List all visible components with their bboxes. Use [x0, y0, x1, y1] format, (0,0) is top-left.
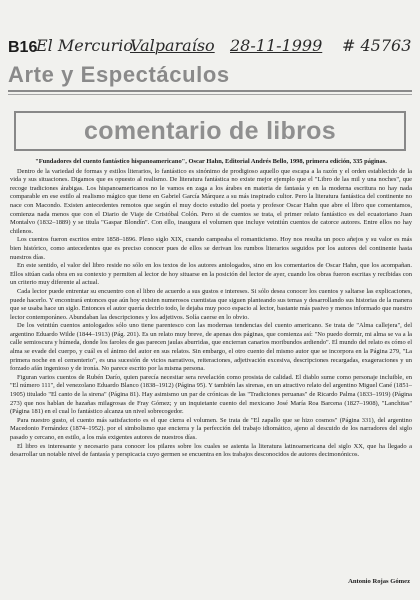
- clipping-header: [8, 36, 412, 60]
- handwritten-city: Valparaíso: [130, 36, 215, 55]
- section-rule-thin: [8, 94, 412, 95]
- section-rule: [8, 90, 412, 92]
- handwritten-code: # 45763: [342, 36, 412, 55]
- section-title: Arte y Espectáculos: [8, 62, 230, 87]
- paragraph: Los cuentos fueron escritos entre 1858–1896. Pleno siglo XIX, cuando campeaba el romanticismo. Hoy nos resulta un poco añejos y su valor es más bien histórico, como antecedentes que es preciso conocer pues de ellos se derivan los rumbos literarios seguidos por los autores del continente hasta nuestros días.: [10, 236, 412, 261]
- paragraph: En este sentido, el valor del libro reside no sólo en los textos de los autores antologados, sino en los comentarios de Oscar Hahn, que los acompañan. Ellos sitúan cada obra en su contexto y permiten al lector de hoy situarse en la posición del lector de ayer, cuando los obras fueron escritas y recibidas con un criterio muy diferente al actual.: [10, 262, 412, 287]
- paragraph: Cada lector puede entrentar su encuentro con el libro de acuerdo a sus gustos e intereses. Si sólo desea conocer los cuentos y saltarse las explicaciones, puede hacerlo. Y encontrará entonces que aún hoy existen numerosos cuentistas que siguen planteando sus temas y desarrollando sus historias de la manera que se usaba hace un siglo. Entonces el autor quería decirlo todo, le dejaba muy poco espacio al lector, bastante más pasivo y menos informado que nuestro lector contemporáneo. Abundaban las descripciones y los adjetivos. Solía caerse en lo obvio.: [10, 287, 412, 321]
- paragraph: Figuran varios cuentos de Rubén Darío, quien parecía necesitar sera revelación como prosista de calidad. El diablo sume como personaje incluible, en "El número 111", del venezolano Eduardo Blanco (1838–1912) (Página 95). Y también las sirenas, en un atractivo relato del argentino Miguel Cané (1851–1905) titulado "El canto de la sirena" (Página 81). Hay asimismo un par de crónicas de las "Tradiciones peruanas" de Ricardo Palma (1833–1919) (Página 273) que nos hablan de hazañas milagrosas de Fray Gómez; y un inquietante cuento del mexicano José María Roa Barcena (1827–1908), "Lanchitas" (Página 181) en el cual lo fantástico alcanza un nivel sobrecogedor.: [10, 373, 412, 416]
- page-number: B16: [8, 39, 38, 56]
- author-signature: Antonio Rojas Gómez: [348, 578, 410, 585]
- handwritten-newspaper-name: El Mercurio: [36, 36, 134, 55]
- paragraph: De los veintiún cuentos antologados sólo uno tiene parentesco con las modernas tendencias del cuento americano. Se trata de "Alma callejera", del argentino Eduardo Wilde (1844–1913) (Pág. 201). Es un relato muy breve, de apenas dos páginas, que comienza así: "No puedo dormir, mi alma se va a la calle semioscura y húmeda, donde los faroles de gas parecen jaulas aburridas, que encierran canarios moribundos ardiendo". El mundo del relato es cómo el alma se evade del cuerpo, y cuál es el ánimo del autor en sus relatos. Sin embargo, el otro cuento del mismo autor que se incorpora en la Página 279, "La primera noche en el cementerio", es una sucesión de vicios narrativos, reiteraciones, adjetivación excesiva, descripciones recargadas, exageraciones y un forzado afán ingenioso y de ironía. No parece escrito por la misma persona.: [10, 322, 412, 373]
- column-title-box: [14, 111, 406, 151]
- handwritten-date: 28-11-1999: [230, 36, 323, 55]
- article-body: [10, 158, 412, 570]
- column-title: comentario de libros: [84, 116, 336, 145]
- paragraph: El libro es interesante y necesario para conocer los pilares sobre los cuales se asienta la literatura latinoamericana del siglo XX, que ha llegado a desarrollar un notable nivel de fantasía y perspicacia cuyo germen se encuentra en los trabajos desconocidos de autores decimonónicos.: [10, 442, 412, 459]
- paragraph: Dentro de la variedad de formas y estilos literarios, lo fantástico es sinónimo de prodigioso aquello que escapa a la razón y el orden establecido de la vida y sus situaciones. Digamos que es opuesto al realismo. De literatura fantástica no existe mejor ejemplo que el "Libro de las mil y una noches", que recoge tradiciones árabigas. Los hispanoamericanos no le vamos en zaga a los árabes en materia de fantasía y en la moderna escritura no hay nada comparable en ese estilo al realismo mágico que tiene en Gabriel García Márquez a su más inspirado cultor. Pero la literatura fantástica del continente no nace con Macondo. Existen antecedentes remotos que según el muy docto estudio del poeta y profesor Oscar Hahn que abre el libro que comentamos, comienza nada menos que con el Diario de Viaje de Cristóbal Colón. Pero si de cuentos se trata, el primer relato fantástico es del ecuatoriano Juan Montalvo (1832–1889) y se titula "Gaspar Blondín". Con ello, inaugura el volumen que incluye veintiún cuentos de catorce autores. Entre ellos no hay chilenos.: [10, 167, 412, 235]
- paragraph: Para nuestro gusto, el cuento más satisfactorio es el que cierra el volumen. Se trata de "El zapallo que se hizo cosmos" (Página 331), del argentino Macedonio Fernández (1874–1952). por el simbolismo que encierra y la perfección del trabajo idiomático, ajeno al descuido de los narradores del siglo pasado y cercano, en estilo, a los más exigentes autores de nuestros días.: [10, 416, 412, 441]
- book-reference: "Fundadores del cuento fantástico hispanoamericano", Oscar Hahn, Editorial Andrés Bello, 1998, primera edición, 335 páginas.: [35, 158, 387, 165]
